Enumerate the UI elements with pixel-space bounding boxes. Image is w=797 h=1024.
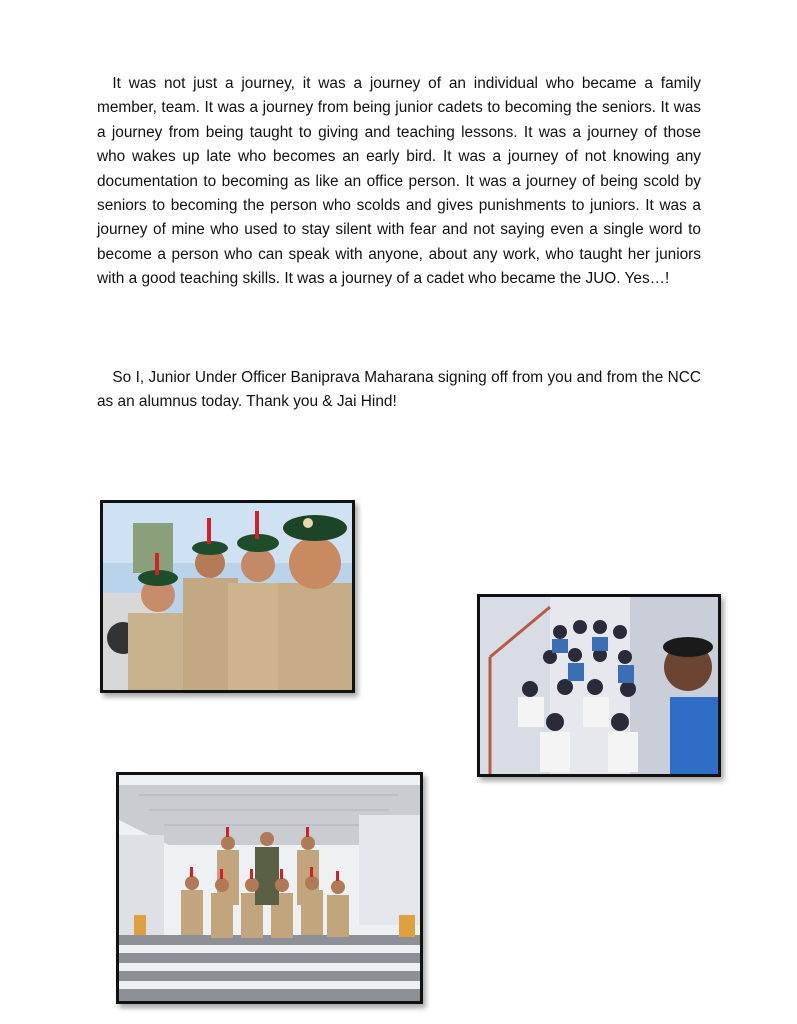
paragraph-journey: It was not just a journey, it was a journey of an individual who became a family member, team. It was a journey from being junior cadets to becoming the seniors. It was a journey from being taught to giving and teaching lessons. It was a journey of those who wakes up late who becomes an early bird. It was a journey of not knowing any documentation to becoming as like an office person. It was a journey of being scold by seniors to becoming the person who scolds and gives punishments to juniors. It was a journey of mine who used to stay silent with fear and not saying even a single word to become a person who can speak with anyone, about any work, who taught her juniors with a good teaching skills. It was a journey of a cadet who became the JUO. Yes…! [97, 75, 701, 288]
paragraph-signoff: So I, Junior Under Officer Baniprava Maharana signing off from you and from the NCC as an alumnus today. Thank you & Jai Hind! [97, 369, 701, 411]
photo-cadets-selfie [100, 500, 355, 693]
photo-cadets-building-steps [116, 772, 423, 1004]
photo-group-staircase-selfie [477, 594, 721, 777]
